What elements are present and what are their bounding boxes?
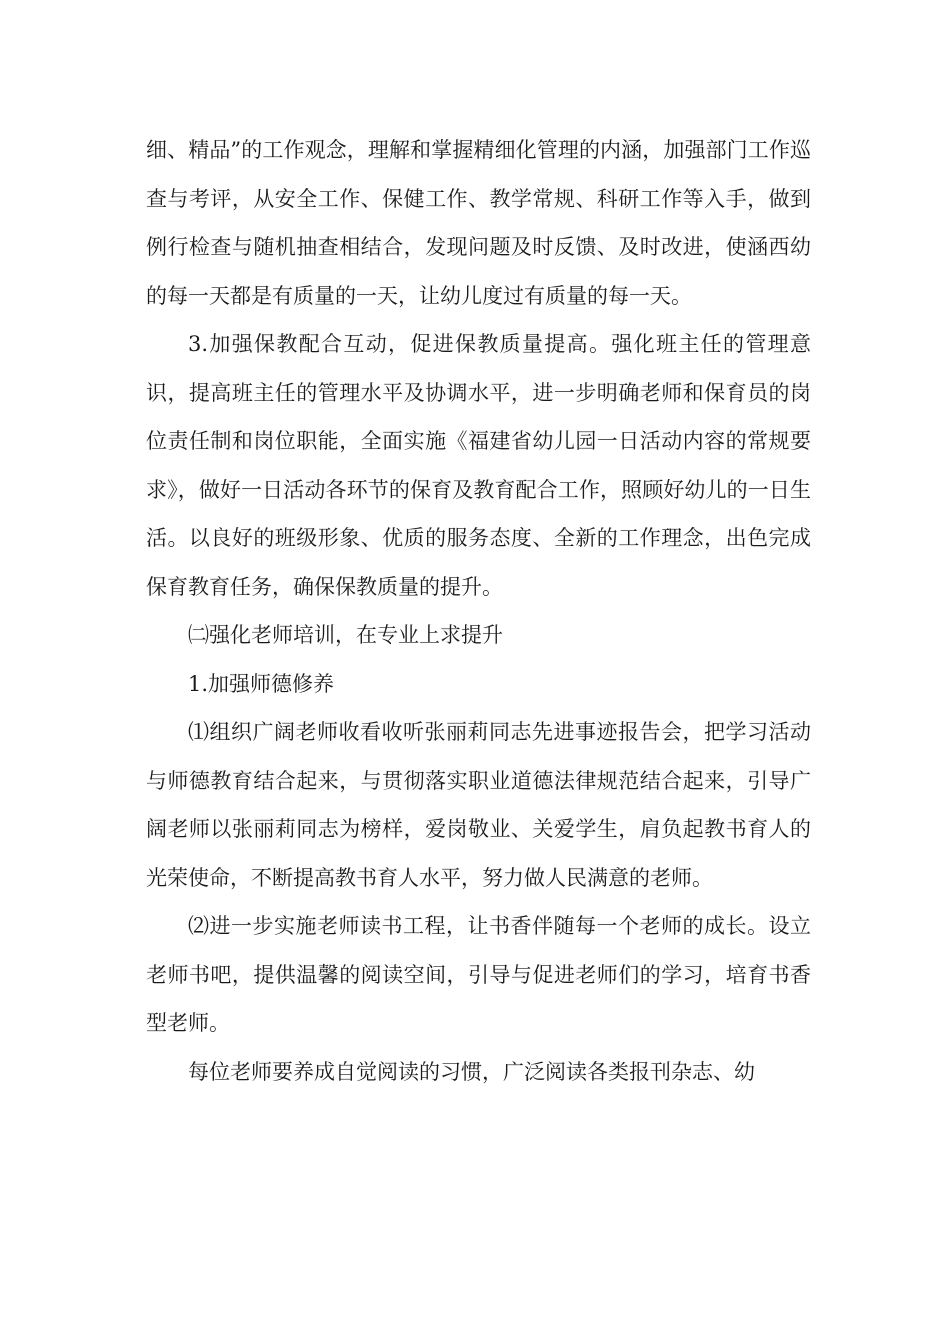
section-heading-teacher-training: ㈡强化老师培训，在专业上求提升 bbox=[188, 623, 503, 647]
paragraph-reading-project: ⑵进一步实施老师读书工程，让书香伴随每一个老师的成长。设立老师书吧，提供温馨的阅读空间，引导与促进老师们的学习，培育书香型老师。 bbox=[146, 914, 811, 1035]
paragraph-ethics-report-meeting: ⑴组织广阔老师收看收听张丽莉同志先进事迹报告会，把学习活动与师德教育结合起来，与贯彻落实职业道德法律规范结合起来，引导广阔老师以张丽莉同志为榜样，爱岗敬业、关爱学生，肩负起教书育人的光荣使命，不断提高教书育人水平，努力做人民满意的老师。 bbox=[146, 720, 811, 890]
document-body bbox=[146, 126, 811, 1096]
paragraph-care-education-cooperation: 3.加强保教配合互动，促进保教质量提高。强化班主任的管理意识，提高班主任的管理水平及协调水平，进一步明确老师和保育员的岗位责任制和岗位职能，全面实施《福建省幼儿园一日活动内容的常规要求》，做好一日活动各环节的保育及教育配合工作，照顾好幼儿的一日生活。以良好的班级形象、优质的服务态度、全新的工作理念，出色完成保育教育任务，确保保教质量的提升。 bbox=[146, 332, 811, 599]
subheading-teacher-ethics: 1.加强师德修养 bbox=[188, 671, 335, 696]
paragraph-reading-habit: 每位老师要养成自觉阅读的习惯，广泛阅读各类报刊杂志、幼 bbox=[188, 1059, 755, 1084]
paragraph-continued-quality: 细、精品”的工作观念，理解和掌握精细化管理的内涵，加强部门工作巡查与考评，从安全工作、保健工作、教学常规、科研工作等入手，做到例行检查与随机抽查相结合，发现问题及时反馈、及时改进，使涵西幼的每一天都是有质量的一天，让幼儿度过有质量的每一天。 bbox=[146, 138, 811, 308]
